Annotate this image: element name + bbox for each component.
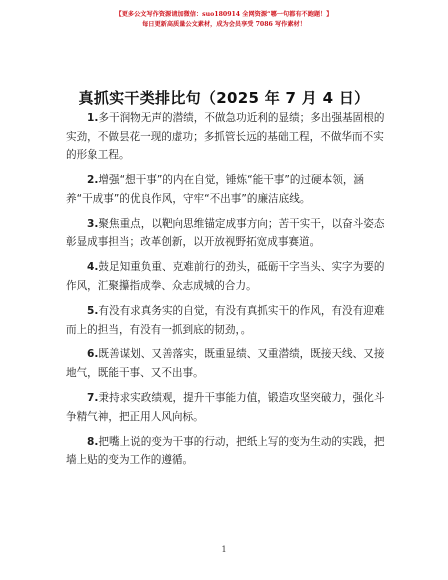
paragraph-number: 8. xyxy=(87,435,99,448)
paragraph-5 xyxy=(66,302,386,339)
promo-banner-line1: 【更多公文写作资源请加微信：suo180914 全网资源“哪一句都有不跑题！】 xyxy=(115,11,333,18)
paragraph-number: 7. xyxy=(87,392,99,405)
paragraph-6 xyxy=(66,345,386,382)
paragraph-8 xyxy=(66,433,386,470)
paragraph-number: 4. xyxy=(87,261,99,274)
page-number: 1 xyxy=(221,545,227,554)
paragraph-number: 3. xyxy=(87,217,99,230)
paragraph-text: 聚焦重点，以靶向思维锚定成事方向；苦干实干，以奋斗姿态彰显成事担当；改革创新，以开放视野拓宽成事赛道。 xyxy=(66,217,385,249)
promo-banner-line2: 每日更新高质量公文素材，成为会员享受 7086 写作素材！ xyxy=(142,21,306,28)
document-title: 真抓实干类排比句（2025 年 7 月 4 日） xyxy=(78,89,370,107)
document-body xyxy=(66,109,386,476)
paragraph-text: 多干润物无声的潜绩，不做急功近利的显绩；多出强基固根的实劲，不做昙花一现的虚功；多抓管长远的基础工程，不做华而不实的形象工程。 xyxy=(66,112,385,162)
paragraph-4 xyxy=(66,258,386,295)
promo-banner xyxy=(0,10,448,30)
paragraph-3 xyxy=(66,215,386,252)
paragraph-1 xyxy=(66,109,386,165)
paragraph-text: 鼓足知重负重、克难前行的劲头，砥砺干字当头、实字为要的作风，汇聚攥指成拳、众志成城的合力。 xyxy=(66,261,385,292)
paragraph-number: 2. xyxy=(87,174,99,187)
paragraph-text: 秉持求实政绩观，提升干事能力值，锻造攻坚突破力，强化斗争精气神，把正用人风向标。 xyxy=(66,392,385,423)
paragraph-text: 增强“想干事”的内在自觉，锤炼“能干事”的过硬本领，涵养“干成事”的优良作风，守牢“不出事”的廉洁底线。 xyxy=(66,174,365,205)
paragraph-number: 5. xyxy=(87,304,99,317)
paragraph-text: 有没有求真务实的自觉，有没有真抓实干的作风，有没有迎难而上的担当，有没有一抓到底的韧劲，。 xyxy=(66,304,385,336)
paragraph-text: 既善谋划、又善落实，既重显绩、又重潜绩，既接天线、又接地气，既能干事、又不出事。 xyxy=(66,348,385,380)
paragraph-2 xyxy=(66,171,386,208)
paragraph-number: 1. xyxy=(87,112,99,124)
paragraph-7 xyxy=(66,389,386,426)
paragraph-text: 把嘴上说的变为干事的行动，把纸上写的变为生动的实践，把墙上贴的变为工作的遵循。 xyxy=(66,435,385,467)
paragraph-number: 6. xyxy=(87,348,99,361)
